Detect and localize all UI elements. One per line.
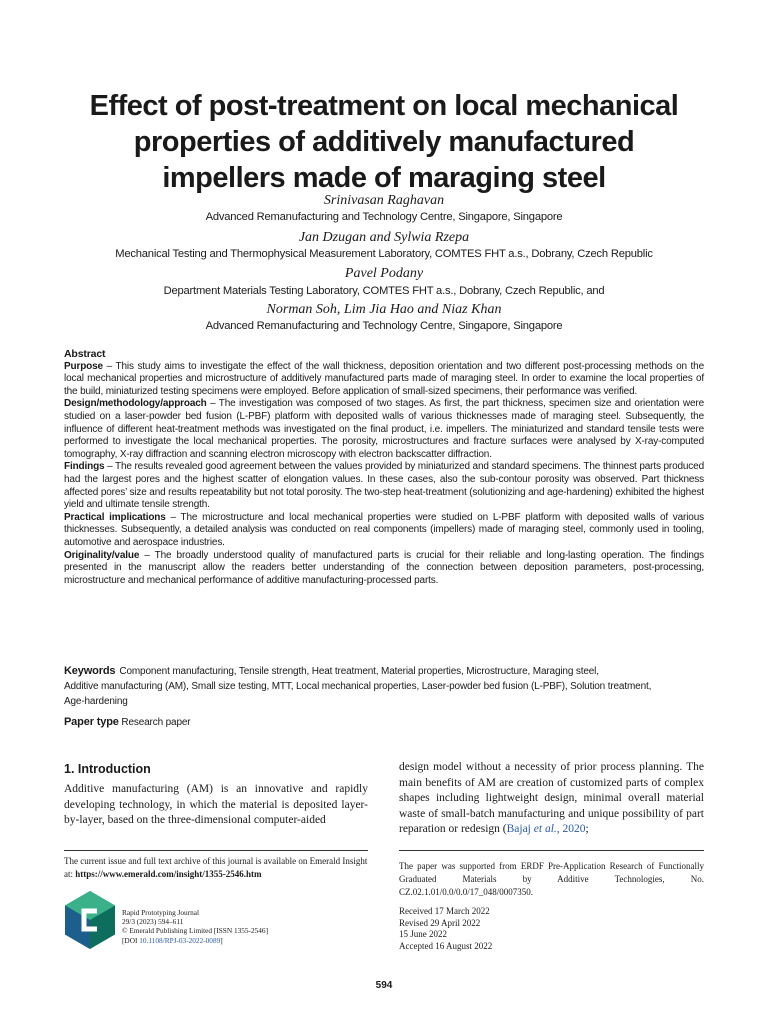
abstract-heading: Abstract xyxy=(64,348,106,360)
abstract-practical xyxy=(64,512,704,550)
journal-name: Rapid Prototyping Journal xyxy=(122,908,200,917)
date-revised-2: 15 June 2022 xyxy=(399,929,447,939)
title-line-2: properties of additively manufactured xyxy=(133,126,635,158)
journal-publisher: © Emerald Publishing Limited [ISSN 1355-2546] xyxy=(122,926,268,936)
section-heading: 1. Introduction xyxy=(64,762,151,776)
date-received: Received 17 March 2022 xyxy=(399,906,490,916)
title-line-1: Effect of post-treatment on local mechanical xyxy=(89,90,679,122)
title-line-3: impellers made of maraging steel xyxy=(162,162,606,194)
footnote-left-text: The current issue and full text archive of this journal is available on Emerald Insight at: xyxy=(64,856,368,879)
author-line-3: Pavel Podany xyxy=(344,266,424,281)
paper-type-label: Paper type xyxy=(64,716,119,728)
page-number: 594 xyxy=(375,980,393,991)
date-revised: Revised 29 April 2022 xyxy=(399,917,481,928)
abstract-label: Purpose xyxy=(64,360,103,372)
abstract-text: – The investigation was composed of two stages. As first, the part thickness, specimen size and orientation were studied on a laser-powder bed fusion (L-PBF) platform with deposited walls of various thicknesses made of maraging steel. Subsequently, the influence of different heat-treatment methods was investigated on the final product, i.e. impellers. The miniaturized and standard tensile tests were performed to investigate the local mechanical properties. The porosity, microstructures and fracture surfaces were analysed by X-ray-computed tomography, X-ray diffraction and scanning electron microscopy with electron backscatter diffraction. xyxy=(64,398,704,460)
date-accepted: Accepted 16 August 2022 xyxy=(399,940,493,951)
abstract-text: – The results revealed good agreement between the values provided by miniaturized and standard specimens. The thinnest parts produced had the largest pores and the highest scatter of elongation values. In these cases, also the sub-contour porosity was observed. Part thickness affected pores’ size and results repeatability but not total porosity. The two-step heat-treatment (solutionizing and age-hardening) exhibited the highest yield and ultimate tensile strength. xyxy=(64,461,704,511)
funding-note: The paper was supported from ERDF Pre-Application Research of Functionally Graduated Materials by Additive Technologies, No. CZ.02.1.01/0.0/0.0/17_048/0007350. xyxy=(399,861,704,897)
keywords-line-1: Component manufacturing, Tensile strength, Heat treatment, Material properties, Microstructure, Maraging steel, xyxy=(119,666,599,677)
citation-link[interactable]: Bajaj et al., 2020 xyxy=(506,823,586,835)
abstract-findings xyxy=(64,461,704,511)
emerald-hexagon-logo-icon xyxy=(64,890,116,950)
abstract-label: Practical implications xyxy=(64,511,166,523)
paper-type xyxy=(64,716,190,728)
affiliation-line-3: Department Materials Testing Laboratory, COMTES FHT a.s., Dobrany, Czech Republic, and xyxy=(163,285,605,297)
paper-title xyxy=(40,88,728,196)
abstract-purpose xyxy=(64,361,704,399)
abstract-originality xyxy=(64,550,704,588)
affiliation-line-1: Advanced Remanufacturing and Technology Centre, Singapore, Singapore xyxy=(205,211,563,223)
abstract-label: Originality/value xyxy=(64,549,140,561)
affiliation-line-4: Advanced Remanufacturing and Technology Centre, Singapore, Singapore xyxy=(205,320,563,332)
abstract-text: – The broadly understood quality of manufactured parts is crucial for their reliable and long-lasting operation. The findings presented in the manuscript allow the readers better understanding of the connection between deposition parameters, post-processing, microstructure and mechanical performance of additive manufacturing-processed parts. xyxy=(64,549,704,586)
abstract-label: Design/methodology/approach xyxy=(64,398,207,410)
journal-issue: 29/3 (2023) 594–611 xyxy=(122,917,184,927)
keywords xyxy=(64,664,704,709)
journal-info xyxy=(122,908,268,945)
keywords-line-2: Additive manufacturing (AM), Small size testing, MTT, Local mechanical properties, Laser-powder bed fusion (L-PBF), Solution treatment, xyxy=(64,681,652,692)
footnote-divider-left xyxy=(64,850,368,851)
intro-left-column: Additive manufacturing (AM) is an innovative and rapidly developing technology, in which the material is deposited layer-by-layer, based on the three-dimensional computer-aided xyxy=(64,783,368,826)
author-line-4: Norman Soh, Lim Jia Hao and Niaz Khan xyxy=(266,302,502,317)
footnote-divider-right xyxy=(399,850,704,851)
keywords-line-3: Age-hardening xyxy=(64,696,128,707)
keywords-label: Keywords xyxy=(64,665,116,677)
abstract-text: – This study aims to investigate the effect of the wall thickness, deposition orientation and two different post-processing methods on the local mechanical properties and microstructure of additively manufactured parts made of maraging steel. In order to examine the local properties of the build, miniaturized testing specimens were employed. Before application of small-sized specimens, their performance was verified. xyxy=(64,360,704,397)
journal-doi: [DOI 10.1108/RPJ-03-2022-0089] xyxy=(122,935,223,945)
intro-right-column xyxy=(399,760,704,838)
citation-tail: ; xyxy=(585,823,589,835)
paper-type-value: Research paper xyxy=(121,717,191,728)
abstract-design xyxy=(64,398,704,461)
abstract-text: – The microstructure and local mechanical properties were studied on L-PBF platform with deposited walls of various thicknesses. Subsequently, a detailed analysis was conducted on real components (impellers) made of maraging steel, commonly used in tooling, automotive and aerospace industries. xyxy=(64,511,704,548)
author-line-2: Jan Dzugan and Sylwia Rzepa xyxy=(298,230,470,245)
journal-url-link[interactable]: https://www.emerald.com/insight/1355-2546.htm xyxy=(75,869,262,879)
affiliation-line-2: Mechanical Testing and Thermophysical Measurement Laboratory, COMTES FHT a.s., Dobrany, Czech Republic xyxy=(115,248,653,260)
footnote-left xyxy=(64,855,368,881)
abstract xyxy=(64,348,704,587)
doi-link[interactable]: 10.1108/RPJ-03-2022-0089 xyxy=(139,935,221,945)
intro-right-text: design model without a necessity of prior process planning. The main benefits of AM are creation of customized parts of complex shapes including lightweight design, minimal overall material waste of small-batch manufacturing and unique possibility of part reparation or redesign ( xyxy=(399,761,704,835)
publication-dates xyxy=(399,906,492,952)
author-line-1: Srinivasan Raghavan xyxy=(323,193,445,208)
abstract-label: Findings xyxy=(64,461,105,473)
